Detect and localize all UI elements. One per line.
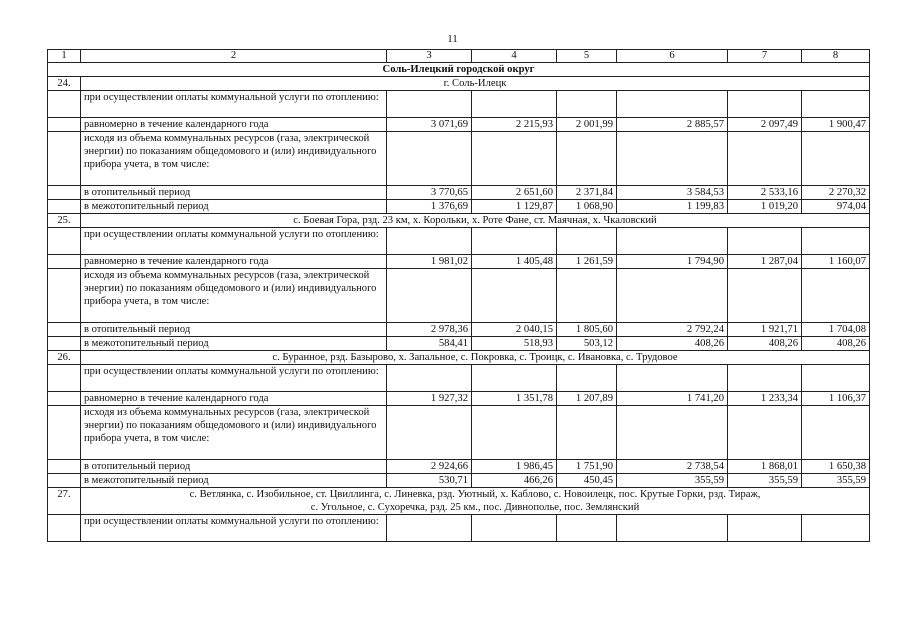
settlement-row [48,351,870,365]
volume-label: исходя из объема коммунальных ресурсов (газа, электрической энергии) по показаниям общедомового и (или) индивидуального прибора учета, в том числе: [81,269,387,323]
empty-cell [728,269,802,323]
heating-period-row [48,323,870,337]
value-cell: 1 751,90 [557,460,617,474]
empty-cell [48,269,81,323]
settlement-names [81,77,870,91]
empty-cell [802,515,870,542]
column-number-row [48,50,870,63]
empty-cell [48,118,81,132]
heating-payment-label: при осуществлении оплаты коммунальной услуги по отоплению: [81,91,387,118]
value-cell: 1 900,47 [802,118,870,132]
value-cell: 2 738,54 [617,460,728,474]
value-cell: 1 405,48 [472,255,557,269]
value-cell: 466,26 [472,474,557,488]
column-number: 3 [387,50,472,63]
even-payment-row [48,118,870,132]
value-cell: 518,93 [472,337,557,351]
empty-cell [387,365,472,392]
settlement-line: с. Угольное, с. Сухоречка, рзд. 25 км., пос. Дивнополье, пос. Землянский [310,502,640,513]
empty-cell [48,228,81,255]
empty-cell [48,337,81,351]
empty-cell [557,132,617,186]
empty-cell [387,406,472,460]
volume-label: исходя из объема коммунальных ресурсов (газа, электрической энергии) по показаниям общедомового и (или) индивидуального прибора учета, в том числе: [81,406,387,460]
value-cell: 1 981,02 [387,255,472,269]
value-cell: 2 001,99 [557,118,617,132]
empty-cell [48,474,81,488]
value-cell: 1 160,07 [802,255,870,269]
empty-cell [557,365,617,392]
empty-cell [48,91,81,118]
value-cell: 530,71 [387,474,472,488]
empty-cell [472,406,557,460]
volume-label: исходя из объема коммунальных ресурсов (газа, электрической энергии) по показаниям общедомового и (или) индивидуального прибора учета, в том числе: [81,132,387,186]
row-label: в отопительный период [81,460,387,474]
empty-cell [48,132,81,186]
empty-cell [617,228,728,255]
empty-cell [472,365,557,392]
heating-payment-row [48,91,870,118]
empty-cell [802,91,870,118]
empty-cell [557,228,617,255]
row-number: 26. [48,351,81,365]
value-cell: 974,04 [802,200,870,214]
empty-cell [557,269,617,323]
value-cell: 1 868,01 [728,460,802,474]
empty-cell [617,365,728,392]
empty-cell [617,91,728,118]
value-cell: 1 261,59 [557,255,617,269]
empty-cell [472,91,557,118]
volume-label-row [48,132,870,186]
value-cell: 2 792,24 [617,323,728,337]
empty-cell [728,515,802,542]
empty-cell [48,406,81,460]
value-cell: 2 097,49 [728,118,802,132]
tariff-table [47,49,870,542]
row-label: равномерно в течение календарного года [81,255,387,269]
empty-cell [802,406,870,460]
settlement-row [48,214,870,228]
value-cell: 408,26 [802,337,870,351]
heating-payment-label: при осуществлении оплаты коммунальной услуги по отоплению: [81,365,387,392]
empty-cell [48,186,81,200]
value-cell: 1 199,83 [617,200,728,214]
empty-cell [472,132,557,186]
heating-payment-label: при осуществлении оплаты коммунальной услуги по отоплению: [81,228,387,255]
value-cell: 2 270,32 [802,186,870,200]
even-payment-row [48,255,870,269]
district-row [48,63,870,77]
value-cell: 1 741,20 [617,392,728,406]
value-cell: 1 019,20 [728,200,802,214]
row-number: 24. [48,77,81,91]
row-label: в межотопительный период [81,200,387,214]
row-label: в межотопительный период [81,337,387,351]
inter-heating-period-row [48,200,870,214]
row-number: 25. [48,214,81,228]
value-cell: 3 584,53 [617,186,728,200]
empty-cell [48,200,81,214]
value-cell: 2 651,60 [472,186,557,200]
value-cell: 3 071,69 [387,118,472,132]
empty-cell [48,255,81,269]
value-cell: 1 927,32 [387,392,472,406]
empty-cell [617,406,728,460]
column-number: 2 [81,50,387,63]
empty-cell [802,269,870,323]
volume-label-row [48,406,870,460]
empty-cell [387,228,472,255]
empty-cell [472,515,557,542]
empty-cell [802,132,870,186]
column-number: 7 [728,50,802,63]
heating-payment-row [48,365,870,392]
empty-cell [387,269,472,323]
value-cell: 1 650,38 [802,460,870,474]
inter-heating-period-row [48,474,870,488]
value-cell: 355,59 [802,474,870,488]
empty-cell [728,91,802,118]
value-cell: 1 805,60 [557,323,617,337]
settlement-line: с. Буранное, рзд. Базырово, х. Запальное, с. Покровка, с. Троицк, с. Ивановка, с. Трудовое [272,352,678,363]
empty-cell [48,365,81,392]
empty-cell [728,406,802,460]
settlement-line: с. Ветлянка, с. Изобильное, ст. Цвиллинга, с. Линевка, рзд. Уютный, х. Каблово, с. Новоилецк, пос. Крутые Горки, рзд. Тираж, [189,489,761,500]
volume-label-row [48,269,870,323]
settlement-line: с. Боевая Гора, рзд. 23 км, х. Корольки, х. Роте Фане, ст. Маячная, х. Чкаловский [293,215,657,226]
empty-cell [728,132,802,186]
empty-cell [387,132,472,186]
settlement-names [81,214,870,228]
value-cell: 584,41 [387,337,472,351]
row-label: равномерно в течение календарного года [81,118,387,132]
empty-cell [557,406,617,460]
value-cell: 1 794,90 [617,255,728,269]
empty-cell [802,365,870,392]
inter-heating-period-row [48,337,870,351]
value-cell: 3 770,65 [387,186,472,200]
value-cell: 1 986,45 [472,460,557,474]
heating-payment-label: при осуществлении оплаты коммунальной услуги по отоплению: [81,515,387,542]
value-cell: 2 215,93 [472,118,557,132]
empty-cell [48,323,81,337]
empty-cell [48,392,81,406]
value-cell: 503,12 [557,337,617,351]
heating-payment-row [48,228,870,255]
value-cell: 355,59 [728,474,802,488]
empty-cell [728,365,802,392]
value-cell: 2 533,16 [728,186,802,200]
empty-cell [387,91,472,118]
value-cell: 408,26 [617,337,728,351]
value-cell: 450,45 [557,474,617,488]
row-label: в отопительный период [81,323,387,337]
column-number: 6 [617,50,728,63]
empty-cell [48,460,81,474]
value-cell: 2 978,36 [387,323,472,337]
value-cell: 1 376,69 [387,200,472,214]
heating-period-row [48,186,870,200]
settlement-row [48,488,870,515]
empty-cell [617,515,728,542]
value-cell: 408,26 [728,337,802,351]
heating-period-row [48,460,870,474]
empty-cell [472,269,557,323]
value-cell: 1 351,78 [472,392,557,406]
value-cell: 1 921,71 [728,323,802,337]
settlement-row [48,77,870,91]
empty-cell [48,515,81,542]
empty-cell [557,515,617,542]
column-number: 5 [557,50,617,63]
empty-cell [802,228,870,255]
value-cell: 1 287,04 [728,255,802,269]
empty-cell [472,228,557,255]
heating-payment-row [48,515,870,542]
empty-cell [617,269,728,323]
empty-cell [728,228,802,255]
value-cell: 2 885,57 [617,118,728,132]
settlement-names [81,351,870,365]
page-number: 11 [447,33,458,45]
even-payment-row [48,392,870,406]
column-number: 4 [472,50,557,63]
settlement-names [81,488,870,515]
value-cell: 2 371,84 [557,186,617,200]
settlement-line: г. Соль-Илецк [443,78,507,89]
value-cell: 1 207,89 [557,392,617,406]
value-cell: 355,59 [617,474,728,488]
value-cell: 1 233,34 [728,392,802,406]
row-label: в межотопительный период [81,474,387,488]
column-number: 8 [802,50,870,63]
empty-cell [387,515,472,542]
empty-cell [617,132,728,186]
row-label: равномерно в течение календарного года [81,392,387,406]
value-cell: 1 129,87 [472,200,557,214]
row-label: в отопительный период [81,186,387,200]
district-title: Соль-Илецкий городской округ [48,63,870,77]
row-number: 27. [48,488,81,515]
value-cell: 2 040,15 [472,323,557,337]
value-cell: 1 704,08 [802,323,870,337]
column-number: 1 [48,50,81,63]
value-cell: 1 068,90 [557,200,617,214]
empty-cell [557,91,617,118]
value-cell: 1 106,37 [802,392,870,406]
value-cell: 2 924,66 [387,460,472,474]
